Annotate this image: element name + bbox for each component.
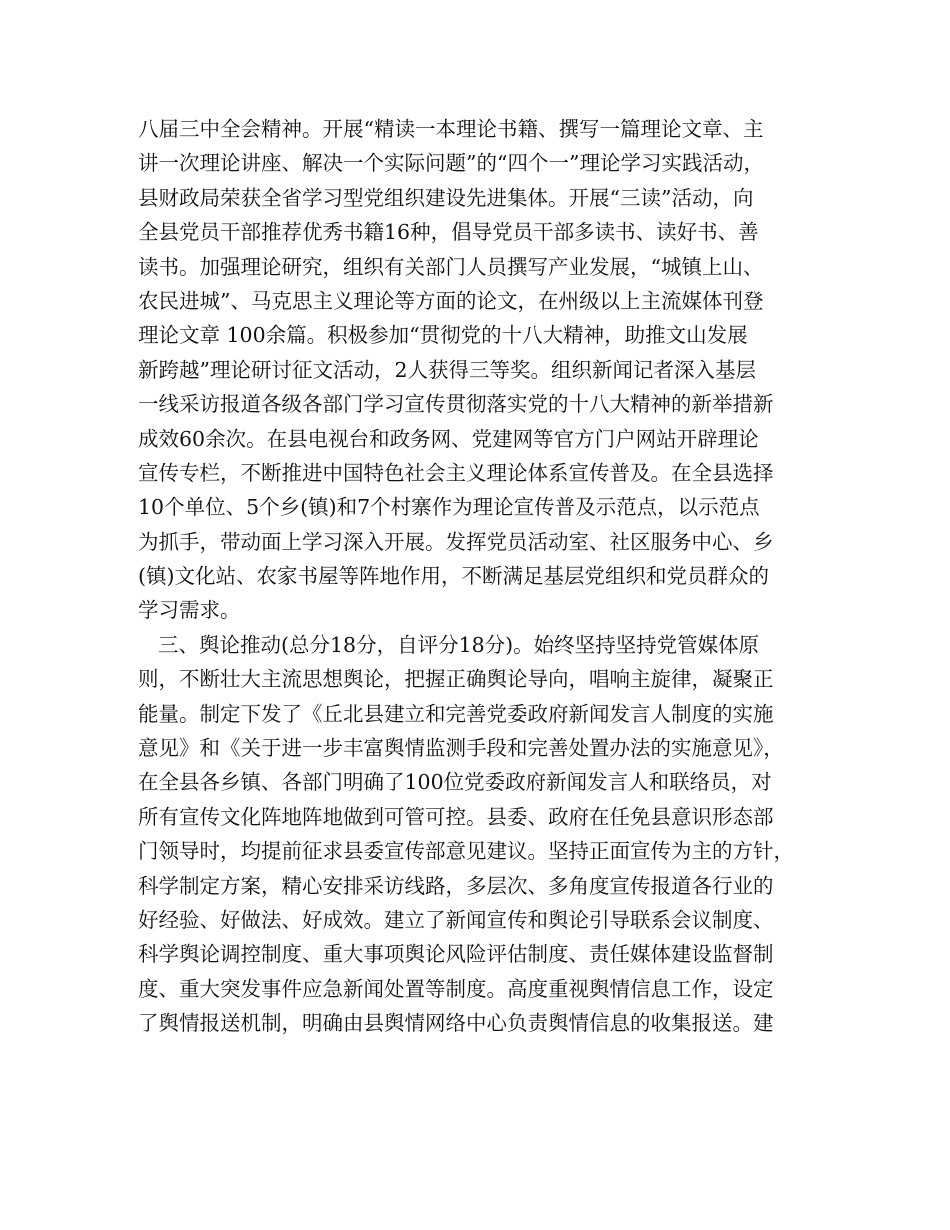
text-line: 好经验、好做法、好成效。建立了新闻宣传和舆论引导联系会议制度、 xyxy=(138,907,774,932)
text-line: 理论文章 100余篇。积极参加“贯彻党的十八大精神，助推文山发展 xyxy=(138,323,748,348)
text-line: 10个单位、5个乡(镇)和7个村寨作为理论宣传普及示范点，以示范点 xyxy=(138,495,760,520)
text-line: 在全县各乡镇、各部门明确了100位党委政府新闻发言人和联络员，对 xyxy=(138,770,772,795)
text-line: 科学制定方案，精心安排采访线路，多层次、多角度宣传报道各行业的 xyxy=(138,873,774,898)
text-line: 读书。加强理论研究，组织有关部门人员撰写产业发展，“城镇上山、 xyxy=(138,254,764,279)
document-body xyxy=(138,112,820,1041)
text-line: (镇)文化站、农家书屋等阵地作用，不断满足基层党组织和党员群众的 xyxy=(138,564,769,589)
text-line: 农民进城”、马克思主义理论等方面的论文，在州级以上主流媒体刊登 xyxy=(138,288,764,313)
text-line: 一线采访报道各级各部门学习宣传贯彻落实党的十八大精神的新举措新 xyxy=(138,392,774,417)
text-line: 所有宣传文化阵地阵地做到可管可控。县委、政府在任免县意识形态部 xyxy=(138,804,774,829)
paragraph-start-line: 三、舆论推动(总分18分，自评分18分)。始终坚持坚持党管媒体原 xyxy=(158,632,760,657)
text-line: 了舆情报送机制，明确由县舆情网络中心负责舆情信息的收集报送。建 xyxy=(138,1011,774,1036)
text-line: 度、重大突发事件应急新闻处置等制度。高度重视舆情信息工作，设定 xyxy=(138,976,774,1001)
text-line: 科学舆论调控制度、重大事项舆论风险评估制度、责任媒体建设监督制 xyxy=(138,942,774,967)
text-line: 能量。制定下发了《丘北县建立和完善党委政府新闻发言人制度的实施 xyxy=(138,701,774,726)
text-line: 则，不断壮大主流思想舆论，把握正确舆论导向，唱响主旋律，凝聚正 xyxy=(138,667,774,692)
text-line: 意见》和《关于进一步丰富舆情监测手段和完善处置办法的实施意见》， xyxy=(138,736,784,761)
text-line: 学习需求。 xyxy=(138,598,241,623)
text-line: 宣传专栏，不断推进中国特色社会主义理论体系宣传普及。在全县选择 xyxy=(138,460,774,485)
text-line: 新跨越”理论研讨征文活动，2人获得三等奖。组织新闻记者深入基层 xyxy=(138,357,757,382)
text-line: 八届三中全会精神。开展“精读一本理论书籍、撰写一篇理论文章、主 xyxy=(138,117,764,141)
text-line: 门领导时，均提前征求县委宣传部意见建议。坚持正面宣传为主的方针， xyxy=(138,839,794,864)
text-line: 为抓手，带动面上学习深入开展。发挥党员活动室、社区服务中心、乡 xyxy=(138,529,774,554)
text-line: 成效60余次。在县电视台和政务网、党建网等官方门户网站开辟理论 xyxy=(138,426,759,451)
text-line: 全县党员干部推荐优秀书籍16种，倡导党员干部多读书、读好书、善 xyxy=(138,220,759,245)
text-line: 讲一次理论讲座、解决一个实际问题”的“四个一”理论学习实践活动， xyxy=(138,151,764,176)
text-line: 县财政局荣获全省学习型党组织建设先进集体。开展“三读”活动，向 xyxy=(138,185,754,210)
